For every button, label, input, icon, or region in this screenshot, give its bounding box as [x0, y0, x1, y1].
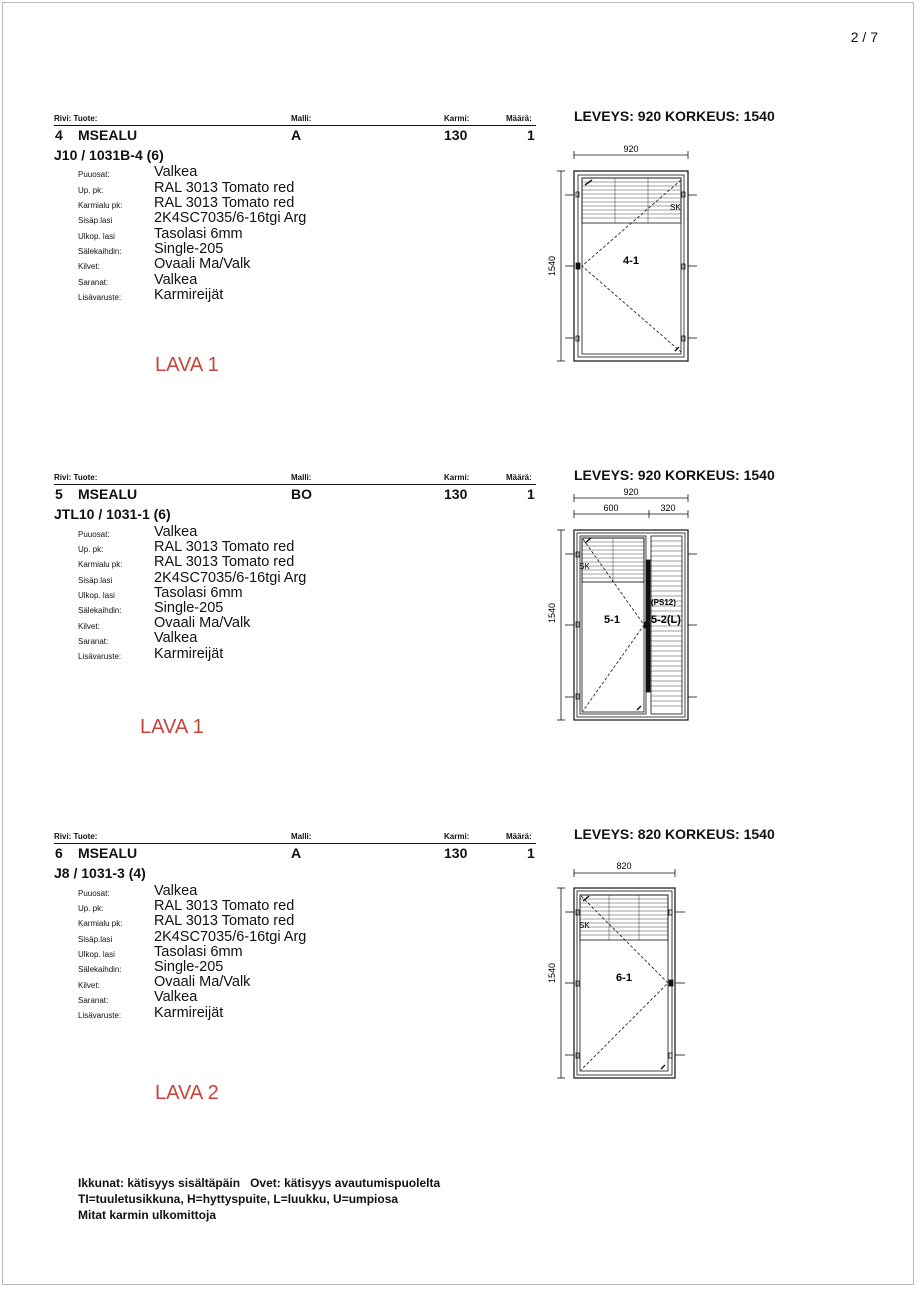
- sash-label: 5-1: [604, 614, 620, 626]
- quantity: 1: [527, 486, 535, 502]
- product-code: JTL10 / 1031-1 (6): [54, 506, 171, 522]
- frame-depth: 130: [444, 486, 468, 502]
- page-border: [2, 2, 914, 1285]
- prop-value: RAL 3013 Tomato red: [154, 539, 295, 555]
- header-maara: Määrä:: [506, 114, 532, 123]
- prop-label: Puuosat:: [78, 530, 110, 539]
- height-label: 1540: [547, 962, 557, 984]
- prop-label: Ulkop. lasi: [78, 950, 115, 959]
- prop-label: Sälekaihdin:: [78, 965, 122, 974]
- quantity: 1: [527, 845, 535, 861]
- prop-label: Puuosat:: [78, 170, 110, 179]
- prop-label: Kilvet:: [78, 622, 100, 631]
- prop-value: RAL 3013 Tomato red: [154, 913, 295, 929]
- prop-label: Karmialu pk:: [78, 919, 123, 928]
- header-rivi-tuote: Rivi: Tuote:: [54, 473, 98, 482]
- blind-label: SK: [579, 921, 590, 930]
- prop-label: Kilvet:: [78, 262, 100, 271]
- prop-label: Sisäp.lasi: [78, 935, 113, 944]
- width-label: 920: [623, 487, 639, 497]
- height-label: 1540: [547, 255, 557, 277]
- prop-value: RAL 3013 Tomato red: [154, 554, 295, 570]
- prop-value: Ovaali Ma/Valk: [154, 256, 251, 272]
- window-drawing: [545, 855, 705, 1085]
- prop-value: Ovaali Ma/Valk: [154, 615, 251, 631]
- width-label: 920: [623, 144, 639, 154]
- window-drawing: [545, 140, 705, 368]
- header-rivi-tuote: Rivi: Tuote:: [54, 114, 98, 123]
- header-malli: Malli:: [291, 473, 312, 482]
- footer-line: Mitat karmin ulkomittoja: [78, 1208, 217, 1222]
- prop-value: Valkea: [154, 524, 198, 540]
- prop-value: Ovaali Ma/Valk: [154, 974, 251, 990]
- blind-label: SK: [670, 203, 681, 212]
- prop-value: Tasolasi 6mm: [154, 944, 243, 960]
- blind-label: SK: [579, 562, 590, 571]
- prop-value: Valkea: [154, 883, 198, 899]
- quantity: 1: [527, 127, 535, 143]
- footer-line: TI=tuuletusikkuna, H=hyttyspuite, L=luukku, U=umpiosa: [78, 1192, 399, 1206]
- footer-notes: [78, 1175, 440, 1223]
- prop-value: Valkea: [154, 164, 198, 180]
- dimensions-title: LEVEYS: 920 KORKEUS: 1540: [574, 467, 775, 483]
- prop-label: Sisäp.lasi: [78, 576, 113, 585]
- prop-label: Sisäp.lasi: [78, 216, 113, 225]
- width-right-label: 320: [660, 503, 676, 513]
- frame-depth: 130: [444, 127, 468, 143]
- prop-value: Tasolasi 6mm: [154, 585, 243, 601]
- sash-label: 4-1: [623, 255, 639, 267]
- prop-value: 2K4SC7035/6-16tgi Arg: [154, 929, 307, 945]
- product-code: J8 / 1031-3 (4): [54, 865, 146, 881]
- prop-label: Kilvet:: [78, 981, 100, 990]
- ps-label: (PS12): [651, 598, 676, 607]
- model: A: [291, 127, 302, 143]
- row-number: 5: [55, 486, 63, 502]
- header-maara: Määrä:: [506, 832, 532, 841]
- header-rule: [54, 843, 536, 844]
- prop-value: RAL 3013 Tomato red: [154, 898, 295, 914]
- prop-value: Single-205: [154, 959, 224, 975]
- row-number: 4: [55, 127, 63, 143]
- prop-label: Up. pk:: [78, 186, 104, 195]
- prop-value: Tasolasi 6mm: [154, 226, 243, 242]
- prop-value: Karmireijät: [154, 646, 224, 662]
- header-karmi: Karmi:: [444, 832, 470, 841]
- header-rule: [54, 125, 536, 126]
- prop-label: Ulkop. lasi: [78, 232, 115, 241]
- prop-value: 2K4SC7035/6-16tgi Arg: [154, 570, 307, 586]
- product-name: MSEALU: [78, 845, 138, 861]
- prop-value: Karmireijät: [154, 287, 224, 303]
- sash2-label: 5-2(L): [651, 614, 681, 626]
- window-drawing: [545, 485, 705, 725]
- pallet-label: LAVA 2: [155, 1082, 219, 1104]
- model: A: [291, 845, 302, 861]
- header-rule: [54, 484, 536, 485]
- header-maara: Määrä:: [506, 473, 532, 482]
- prop-value: Karmireijät: [154, 1005, 224, 1021]
- prop-label: Karmialu pk:: [78, 201, 123, 210]
- product-name: MSEALU: [78, 127, 138, 143]
- prop-label: Saranat:: [78, 278, 109, 287]
- width-left-label: 600: [603, 503, 619, 513]
- prop-label: Saranat:: [78, 996, 109, 1005]
- prop-value: Single-205: [154, 600, 224, 616]
- prop-value: Valkea: [154, 630, 198, 646]
- page-number: 2 / 7: [850, 29, 878, 45]
- width-label: 820: [616, 861, 632, 871]
- header-karmi: Karmi:: [444, 473, 470, 482]
- product-name: MSEALU: [78, 486, 138, 502]
- prop-label: Up. pk:: [78, 545, 104, 554]
- prop-value: 2K4SC7035/6-16tgi Arg: [154, 210, 307, 226]
- dimensions-title: LEVEYS: 820 KORKEUS: 1540: [574, 826, 775, 842]
- header-malli: Malli:: [291, 832, 312, 841]
- prop-label: Up. pk:: [78, 904, 104, 913]
- footer-line: Ikkunat: kätisyys sisältäpäin Ovet: kätisyys avautumispuolelta: [78, 1176, 441, 1190]
- sash-label: 6-1: [616, 972, 632, 984]
- prop-value: RAL 3013 Tomato red: [154, 180, 295, 196]
- row-number: 6: [55, 845, 63, 861]
- pallet-label: LAVA 1: [140, 716, 204, 738]
- frame-depth: 130: [444, 845, 468, 861]
- product-code: J10 / 1031B-4 (6): [54, 147, 164, 163]
- prop-label: Saranat:: [78, 637, 109, 646]
- dimensions-title: LEVEYS: 920 KORKEUS: 1540: [574, 108, 775, 124]
- pallet-label: LAVA 1: [155, 354, 219, 376]
- height-label: 1540: [547, 602, 557, 624]
- prop-label: Lisävaruste:: [78, 1011, 122, 1020]
- prop-value: Valkea: [154, 989, 198, 1005]
- header-malli: Malli:: [291, 114, 312, 123]
- header-karmi: Karmi:: [444, 114, 470, 123]
- prop-label: Sälekaihdin:: [78, 247, 122, 256]
- prop-label: Lisävaruste:: [78, 652, 122, 661]
- header-rivi-tuote: Rivi: Tuote:: [54, 832, 98, 841]
- prop-value: RAL 3013 Tomato red: [154, 195, 295, 211]
- prop-label: Karmialu pk:: [78, 560, 123, 569]
- prop-value: Single-205: [154, 241, 224, 257]
- model: BO: [291, 486, 312, 502]
- prop-label: Sälekaihdin:: [78, 606, 122, 615]
- prop-value: Valkea: [154, 272, 198, 288]
- prop-label: Puuosat:: [78, 889, 110, 898]
- prop-label: Lisävaruste:: [78, 293, 122, 302]
- prop-label: Ulkop. lasi: [78, 591, 115, 600]
